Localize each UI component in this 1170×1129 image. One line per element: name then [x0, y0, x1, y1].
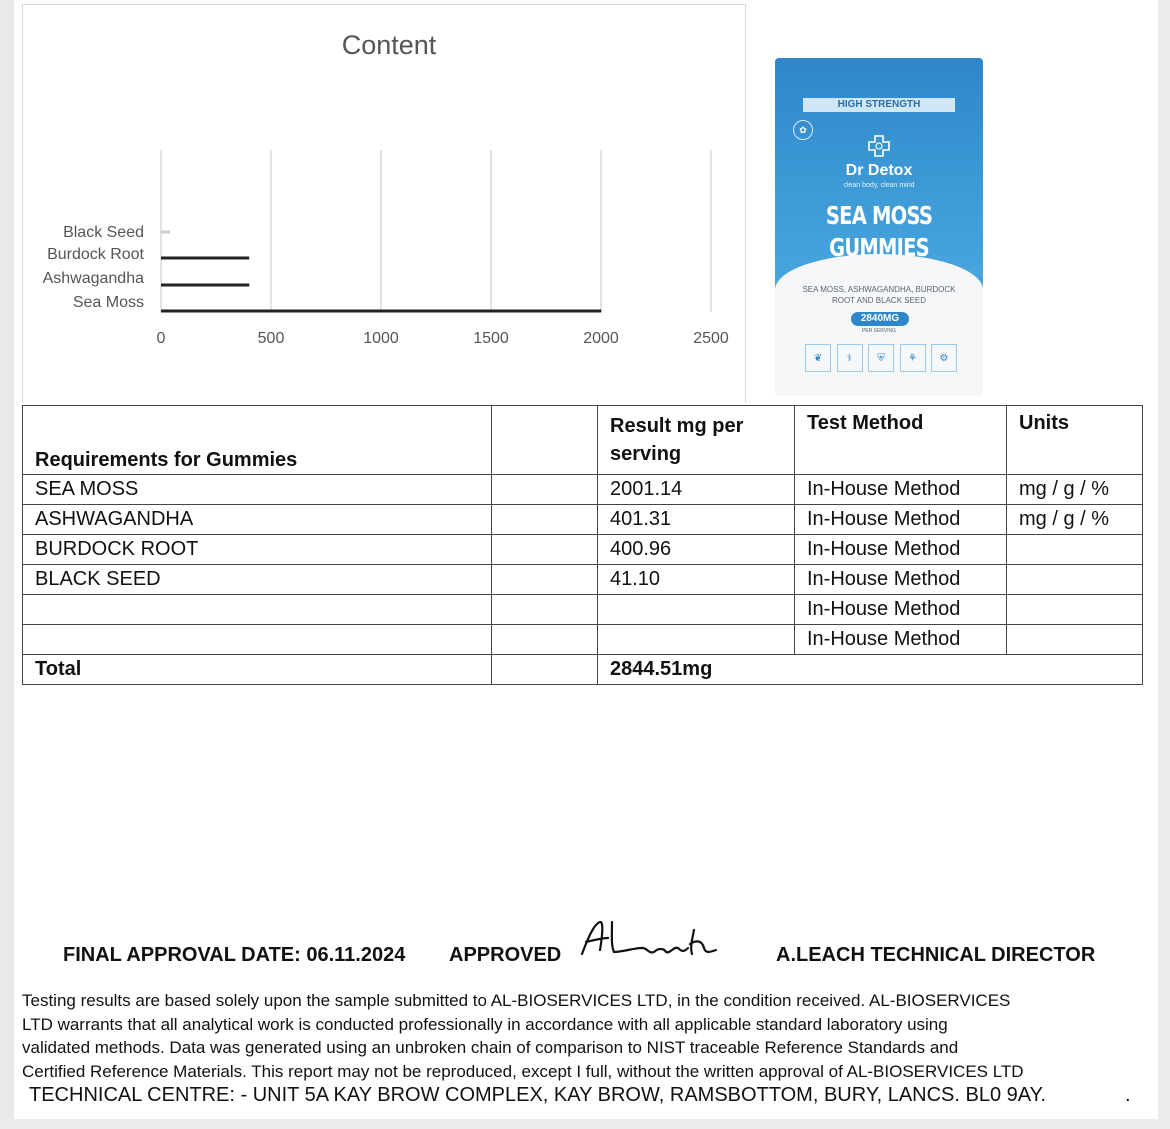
- table-row: [23, 625, 1143, 655]
- category-label: Burdock Root: [47, 246, 144, 263]
- signature: [578, 918, 728, 962]
- bar-sea-moss: [161, 310, 601, 313]
- product-name-line-2: GUMMIES: [829, 233, 929, 262]
- brand-name: Dr Detox: [845, 162, 913, 179]
- row-name: [23, 595, 492, 625]
- row-result: 41.10: [598, 565, 795, 595]
- x-tick-label: 500: [257, 330, 285, 347]
- gear-icon: ⚙: [931, 344, 957, 372]
- total-label: Total: [23, 655, 492, 685]
- chart-canvas: [23, 5, 745, 403]
- dose-pill: 2840MG: [851, 312, 909, 326]
- row-units: mg / g / %: [1007, 475, 1143, 505]
- row-blank: [492, 505, 598, 535]
- table-row: [23, 535, 1143, 565]
- requirements-header: Requirements for Gummies: [23, 406, 492, 475]
- bar-burdock-root: [161, 257, 249, 260]
- approved-label: APPROVED: [449, 944, 562, 966]
- benefit-icons: [805, 344, 957, 372]
- row-result: 401.31: [598, 505, 795, 535]
- row-method: In-House Method: [795, 475, 1007, 505]
- row-name: [23, 625, 492, 655]
- row-blank: [492, 475, 598, 505]
- product-pouch: [775, 58, 983, 396]
- table-row: [23, 475, 1143, 505]
- trailing-dot: .: [1125, 1084, 1131, 1106]
- dose-subtitle: PER SERVING: [861, 328, 897, 334]
- row-name: BLACK SEED: [23, 565, 492, 595]
- row-name: SEA MOSS: [23, 475, 492, 505]
- table-row: [23, 505, 1143, 535]
- shield-icon: ⛨: [868, 344, 894, 372]
- test-method-header: Test Method: [795, 406, 1007, 475]
- row-blank: [492, 565, 598, 595]
- disclaimer-line: validated methods. Data was generated using an unbroken chain of comparison to NIST traceable Reference Standards and: [22, 1038, 959, 1057]
- category-label: Sea Moss: [72, 294, 144, 311]
- row-units: [1007, 565, 1143, 595]
- row-blank: [492, 595, 598, 625]
- disclaimer: [22, 989, 1072, 1083]
- leaf-icon: ✿: [793, 120, 813, 140]
- bar-ashwagandha: [161, 284, 249, 287]
- disclaimer-line: Certified Reference Materials. This report may not be reproduced, except I full, without the written approval of AL-BIOSERVICES LTD: [22, 1061, 1024, 1081]
- row-method: In-House Method: [795, 595, 1007, 625]
- table-row: [23, 565, 1143, 595]
- blank-header: [492, 406, 598, 475]
- page-edge-bottom: [0, 1119, 1170, 1129]
- thyroid-icon: ⚕: [837, 344, 863, 372]
- category-label: Black Seed: [63, 224, 144, 241]
- page-edge-left: [0, 0, 14, 1129]
- product-name-line-1: SEA MOSS: [825, 201, 933, 230]
- product-image: [764, 58, 992, 398]
- product-name: [798, 200, 960, 264]
- table-row: [23, 595, 1143, 625]
- disclaimer-line: Testing results are based solely upon the sample submitted to AL-BIOSERVICES LTD, in the condition received. AL-BIOSERVICES: [22, 991, 1011, 1010]
- chart-title: Content: [341, 30, 437, 60]
- table-header-row: [23, 406, 1143, 475]
- category-label: Ashwagandha: [42, 270, 144, 287]
- total-blank: [492, 655, 598, 685]
- row-units: [1007, 535, 1143, 565]
- medical-cross-icon: [867, 134, 891, 158]
- x-tick-label: 2000: [583, 330, 619, 347]
- x-tick-label: 0: [156, 330, 166, 347]
- x-tick-label: 1000: [363, 330, 399, 347]
- gut-icon: ⚘: [900, 344, 926, 372]
- bar-black-seed: [161, 231, 170, 234]
- leaf-benefit-icon: ❦: [805, 344, 831, 372]
- row-name: ASHWAGANDHA: [23, 505, 492, 535]
- row-blank: [492, 535, 598, 565]
- brand-tagline: clean body, clean mind: [843, 182, 915, 189]
- row-result: 400.96: [598, 535, 795, 565]
- x-tick-label: 1500: [473, 330, 509, 347]
- technical-centre-address: TECHNICAL CENTRE: - UNIT 5A KAY BROW COMPLEX, KAY BROW, RAMSBOTTOM, BURY, LANCS. BL0 9AY.: [29, 1084, 1046, 1106]
- row-blank: [492, 625, 598, 655]
- page-edge-right: [1158, 0, 1170, 1129]
- row-result: 2001.14: [598, 475, 795, 505]
- technical-director: A.LEACH TECHNICAL DIRECTOR: [776, 944, 1096, 966]
- row-result: [598, 625, 795, 655]
- result-header: Result mg per serving: [598, 406, 795, 475]
- row-units: mg / g / %: [1007, 505, 1143, 535]
- row-method: In-House Method: [795, 535, 1007, 565]
- product-ingredients: SEA MOSS, ASHWAGANDHA, BURDOCK ROOT AND BLACK SEED: [802, 285, 956, 305]
- final-approval-date: FINAL APPROVAL DATE: 06.11.2024: [63, 944, 406, 966]
- row-result: [598, 595, 795, 625]
- total-row: [23, 655, 1143, 685]
- disclaimer-line: LTD warrants that all analytical work is conducted professionally in accordance with all applicable standard laboratory using: [22, 1014, 948, 1034]
- high-strength-band: HIGH STRENGTH: [803, 98, 955, 112]
- row-units: [1007, 595, 1143, 625]
- row-method: In-House Method: [795, 565, 1007, 595]
- content-chart: [22, 4, 746, 403]
- total-value: 2844.51mg: [598, 655, 1143, 685]
- x-tick-label: 2500: [693, 330, 729, 347]
- results-table: [22, 405, 1143, 685]
- row-method: In-House Method: [795, 625, 1007, 655]
- units-header: Units: [1007, 406, 1143, 475]
- row-units: [1007, 625, 1143, 655]
- row-method: In-House Method: [795, 505, 1007, 535]
- row-name: BURDOCK ROOT: [23, 535, 492, 565]
